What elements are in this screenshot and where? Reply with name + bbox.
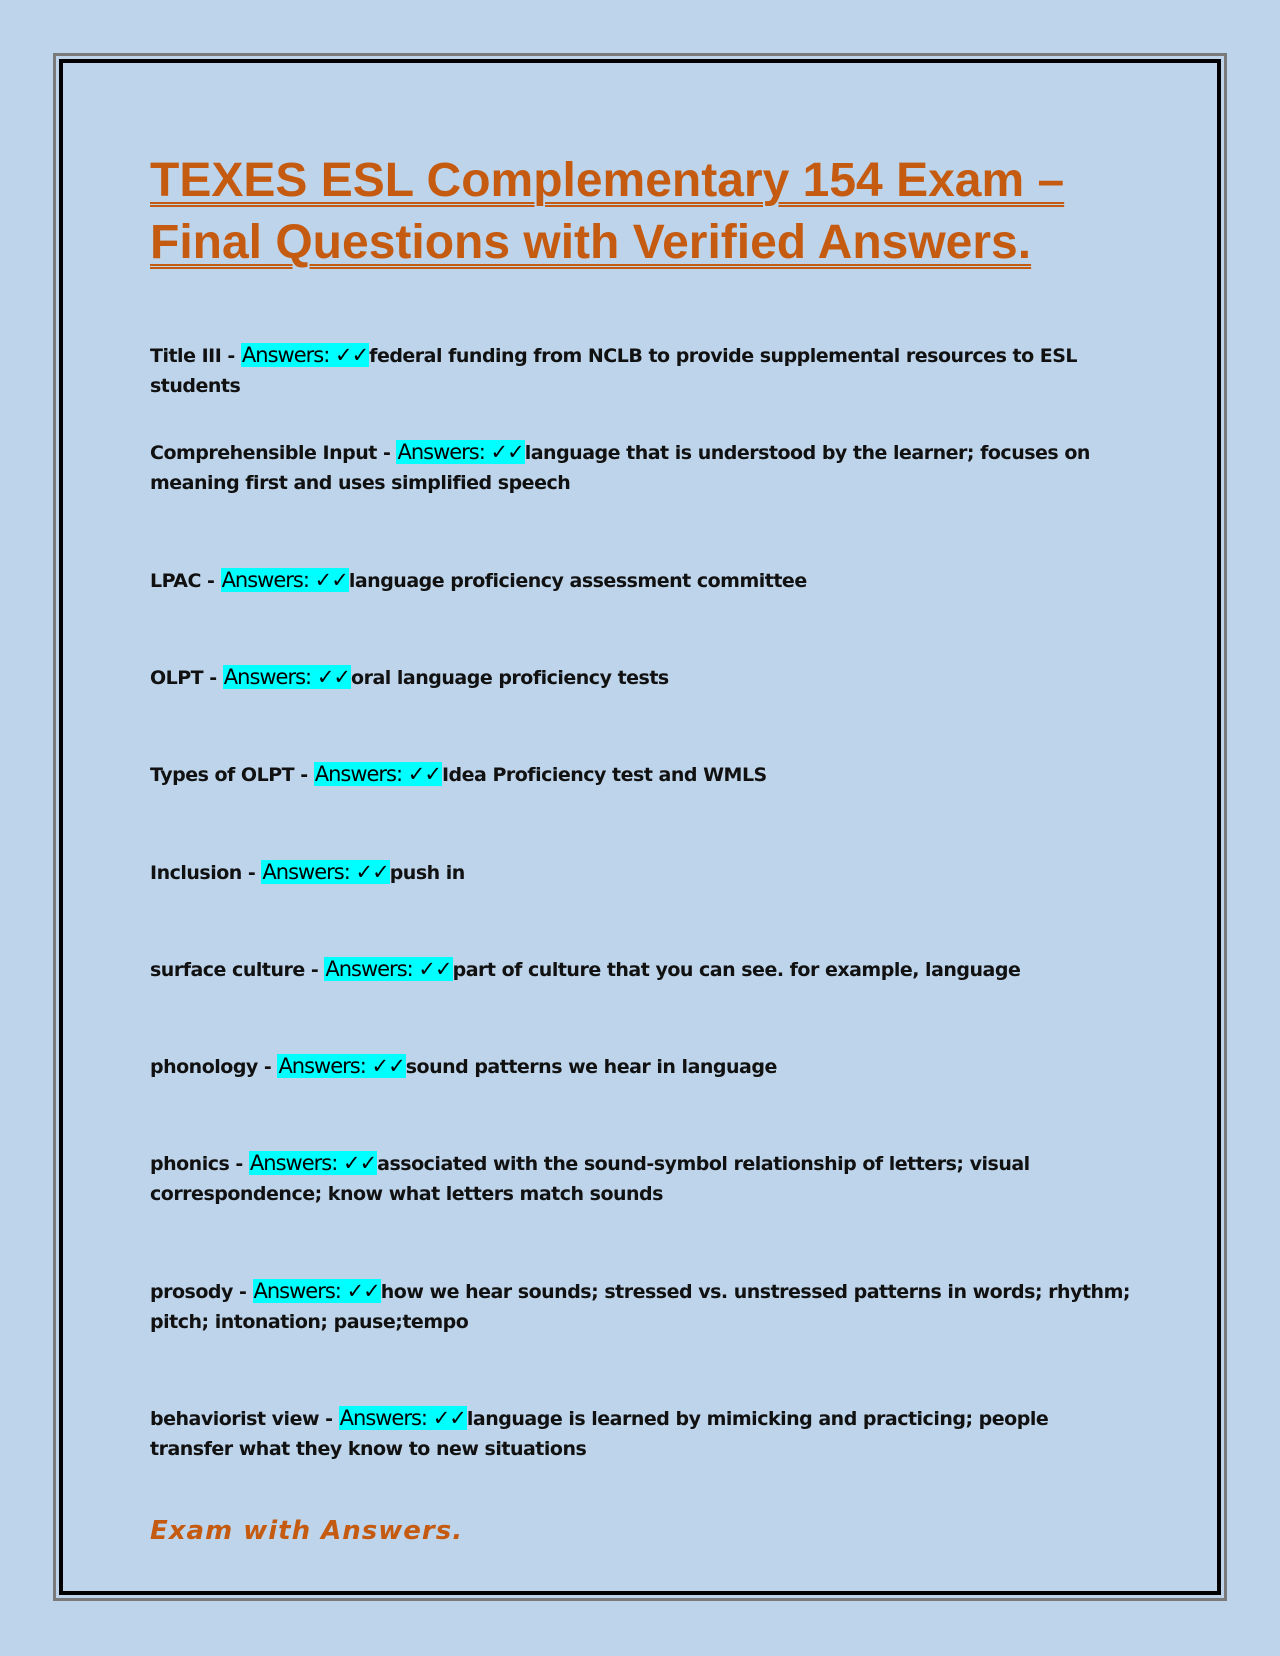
answer-highlight (221, 568, 349, 592)
qa-term: Comprehensible Input - (150, 442, 397, 464)
qa-definition: language proficiency assessment committee (348, 570, 807, 592)
qa-term: OLPT - (150, 667, 223, 689)
qa-term: LPAC - (150, 570, 221, 592)
qa-item (150, 857, 1130, 888)
qa-definition: Idea Proficiency test and WMLS (441, 764, 767, 786)
document-title: TEXES ESL Complementary 154 Exam – Final Questions with Verified Answers. (150, 154, 1065, 269)
answer-label: Answers: (339, 1406, 428, 1430)
qa-term: prosody - (150, 1281, 253, 1303)
answer-highlight (241, 343, 369, 367)
qa-definition: part of culture that you can see. for example, language (452, 959, 1021, 981)
check-icon: ✓✓ (334, 343, 369, 367)
qa-definition: language that is understood by the learner; focuses on meaning first and uses simplified speech (150, 442, 1090, 494)
answer-label: Answers: (221, 568, 309, 592)
answer-label: Answers: (262, 860, 350, 884)
answer-highlight (396, 440, 524, 464)
answer-highlight (223, 665, 351, 689)
answer-label: Answers: (223, 665, 312, 689)
check-icon: ✓✓ (316, 665, 351, 689)
qa-item (150, 1276, 1130, 1337)
qa-item (150, 662, 1130, 693)
qa-item (150, 437, 1130, 498)
qa-definition: push in (389, 862, 465, 884)
qa-definition: how we hear sounds; stressed vs. unstressed patterns in words; rhythm; pitch; intonation; pause;tempo (150, 1281, 1130, 1333)
qa-item (150, 1051, 1130, 1082)
answer-highlight (324, 957, 452, 981)
answer-label: Answers: (325, 957, 413, 981)
qa-item (150, 1403, 1130, 1464)
answer-highlight (253, 1279, 381, 1303)
qa-term: Title III - (150, 345, 241, 367)
answer-highlight (339, 1406, 467, 1430)
check-icon: ✓✓ (407, 762, 441, 786)
qa-item (150, 340, 1130, 401)
answer-highlight (314, 762, 442, 786)
qa-definition: language is learned by mimicking and practicing; people transfer what they know to new situations (150, 1408, 1049, 1460)
check-icon: ✓✓ (418, 957, 452, 981)
footer-brand-text: Exam with Answers. (150, 1516, 464, 1546)
page-border (59, 59, 1221, 1595)
check-icon: ✓✓ (355, 860, 389, 884)
qa-term: Inclusion - (150, 862, 262, 884)
qa-definition: sound patterns we hear in language (405, 1056, 777, 1078)
qa-term: behaviorist view - (150, 1408, 339, 1430)
qa-definition: associated with the sound-symbol relationship of letters; visual correspondence; know what letters match sounds (150, 1153, 1030, 1205)
check-icon: ✓✓ (342, 1151, 377, 1175)
qa-term: surface culture - (150, 959, 325, 981)
qa-item (150, 565, 1130, 596)
answer-highlight (277, 1054, 405, 1078)
qa-item (150, 1148, 1130, 1209)
check-icon: ✓✓ (346, 1279, 380, 1303)
answer-label: Answers: (253, 1279, 341, 1303)
answer-label: Answers: (241, 343, 330, 367)
check-icon: ✓✓ (490, 440, 524, 464)
answer-highlight (261, 860, 389, 884)
check-icon: ✓✓ (432, 1406, 466, 1430)
answer-label: Answers: (249, 1151, 338, 1175)
check-icon: ✓✓ (371, 1054, 405, 1078)
answer-label: Answers: (278, 1054, 366, 1078)
qa-term: phonology - (150, 1056, 278, 1078)
check-icon: ✓✓ (314, 568, 348, 592)
qa-term: phonics - (150, 1153, 249, 1175)
answer-highlight (249, 1151, 377, 1175)
qa-item (150, 954, 1130, 985)
qa-definition: federal funding from NCLB to provide supplemental resources to ESL students (150, 345, 1078, 397)
qa-term: Types of OLPT - (150, 764, 314, 786)
answer-label: Answers: (397, 440, 485, 464)
qa-item (150, 759, 1130, 790)
answer-label: Answers: (314, 762, 403, 786)
qa-definition: oral language proficiency tests (351, 667, 669, 689)
